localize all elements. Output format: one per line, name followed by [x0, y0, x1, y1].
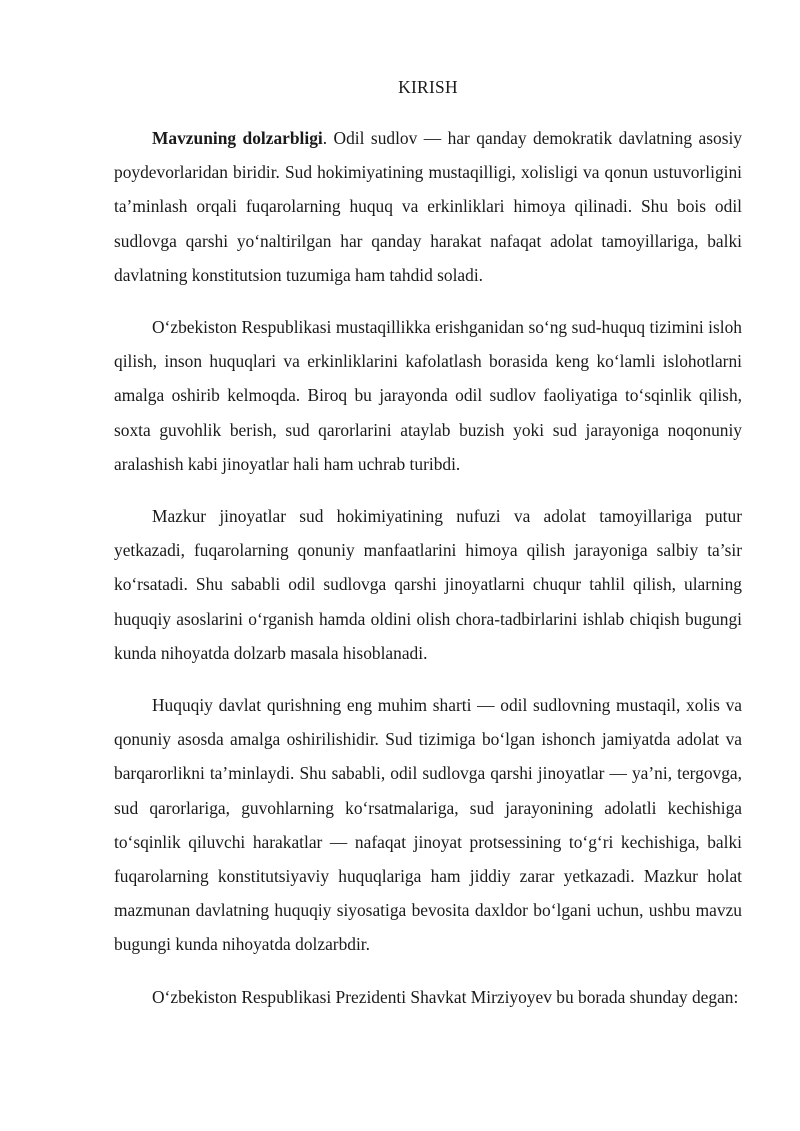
paragraph-text: O‘zbekiston Respublikasi Prezidenti Shavkat Mirziyoyev bu borada shunday degan:: [152, 986, 739, 1007]
paragraph-relevance: [114, 121, 742, 292]
paragraph-text: O‘zbekiston Respublikasi mustaqillikka erishganidan so‘ng sud-huquq tizimini isloh qilish, inson huquqlari va erkinliklarini kafolatlash borasida keng ko‘lamli islohotlarni amalga oshirib kelmoqda. Biroq bu jarayonda odil sudlov faoliyatiga to‘sqinlik qilish, soxta guvohlik berish, sud qarorlarini ataylab buzish yoki sud jarayoniga noqonuniy aralashish kabi jinoyatlar hali ham uchrab turibdi.: [114, 317, 742, 474]
paragraph-reforms: [114, 310, 742, 481]
paragraph-text: Mazkur jinoyatlar sud hokimiyatining nufuzi va adolat tamoyillariga putur yetkazadi, fuqarolarning qonuniy manfaatlarini himoya qilish jarayoniga salbiy ta’sir ko‘rsatadi. Shu sababli odil sudlovga qarshi jinoyatlarni chuqur tahlil qilish, ularning huquqiy asoslarini o‘rganish hamda oldini olish chora-tadbirlarini ishlab chiqish bugungi kunda nihoyatda dolzarb masala hisoblanadi.: [114, 506, 742, 663]
paragraph-text: . Odil sudlov — har qanday demokratik davlatning asosiy poydevorlaridan biridir. Sud hokimiyatining mustaqilligi, xolisligi va qonun ustuvorligini ta’minlash orqali fuqarolarning huquq va erkinliklari himoya qilinadi. Shu bois odil sudlovga qarshi yo‘naltirilgan har qanday harakat nafaqat adolat tamoyillariga, balki davlatning konstitutsion tuzumiga ham tahdid soladi.: [114, 128, 742, 285]
paragraph-consequences: [114, 499, 742, 670]
paragraph-lead-bold: Mavzuning dolzarbligi: [152, 128, 323, 148]
paragraph-president-quote-intro: [114, 980, 742, 1014]
page-title: KIRISH: [398, 77, 458, 97]
document-page: [114, 72, 742, 1032]
paragraph-text: Huquqiy davlat qurishning eng muhim sharti — odil sudlovning mustaqil, xolis va qonuniy asosda amalga oshirilishidir. Sud tizimiga bo‘lgan ishonch jamiyatda adolat va barqarorlikni ta’minlaydi. Shu sababli, odil sudlovga qarshi jinoyatlar — ya’ni, tergovga, sud qarorlariga, guvohlarning ko‘rsatmalariga, sud jarayonining adolatli kechishiga to‘sqinlik qiluvchi harakatlar — nafaqat jinoyat protsessining to‘g‘ri kechishiga, balki fuqarolarning konstitutsiyaviy huquqlariga ham jiddiy zarar yetkazadi. Mazkur holat mazmunan davlatning huquqiy siyosatiga bevosita daxldor bo‘lgani uchun, ushbu mavzu bugungi kunda nihoyatda dolzarbdir.: [114, 695, 742, 955]
paragraph-rule-of-law: [114, 688, 742, 962]
